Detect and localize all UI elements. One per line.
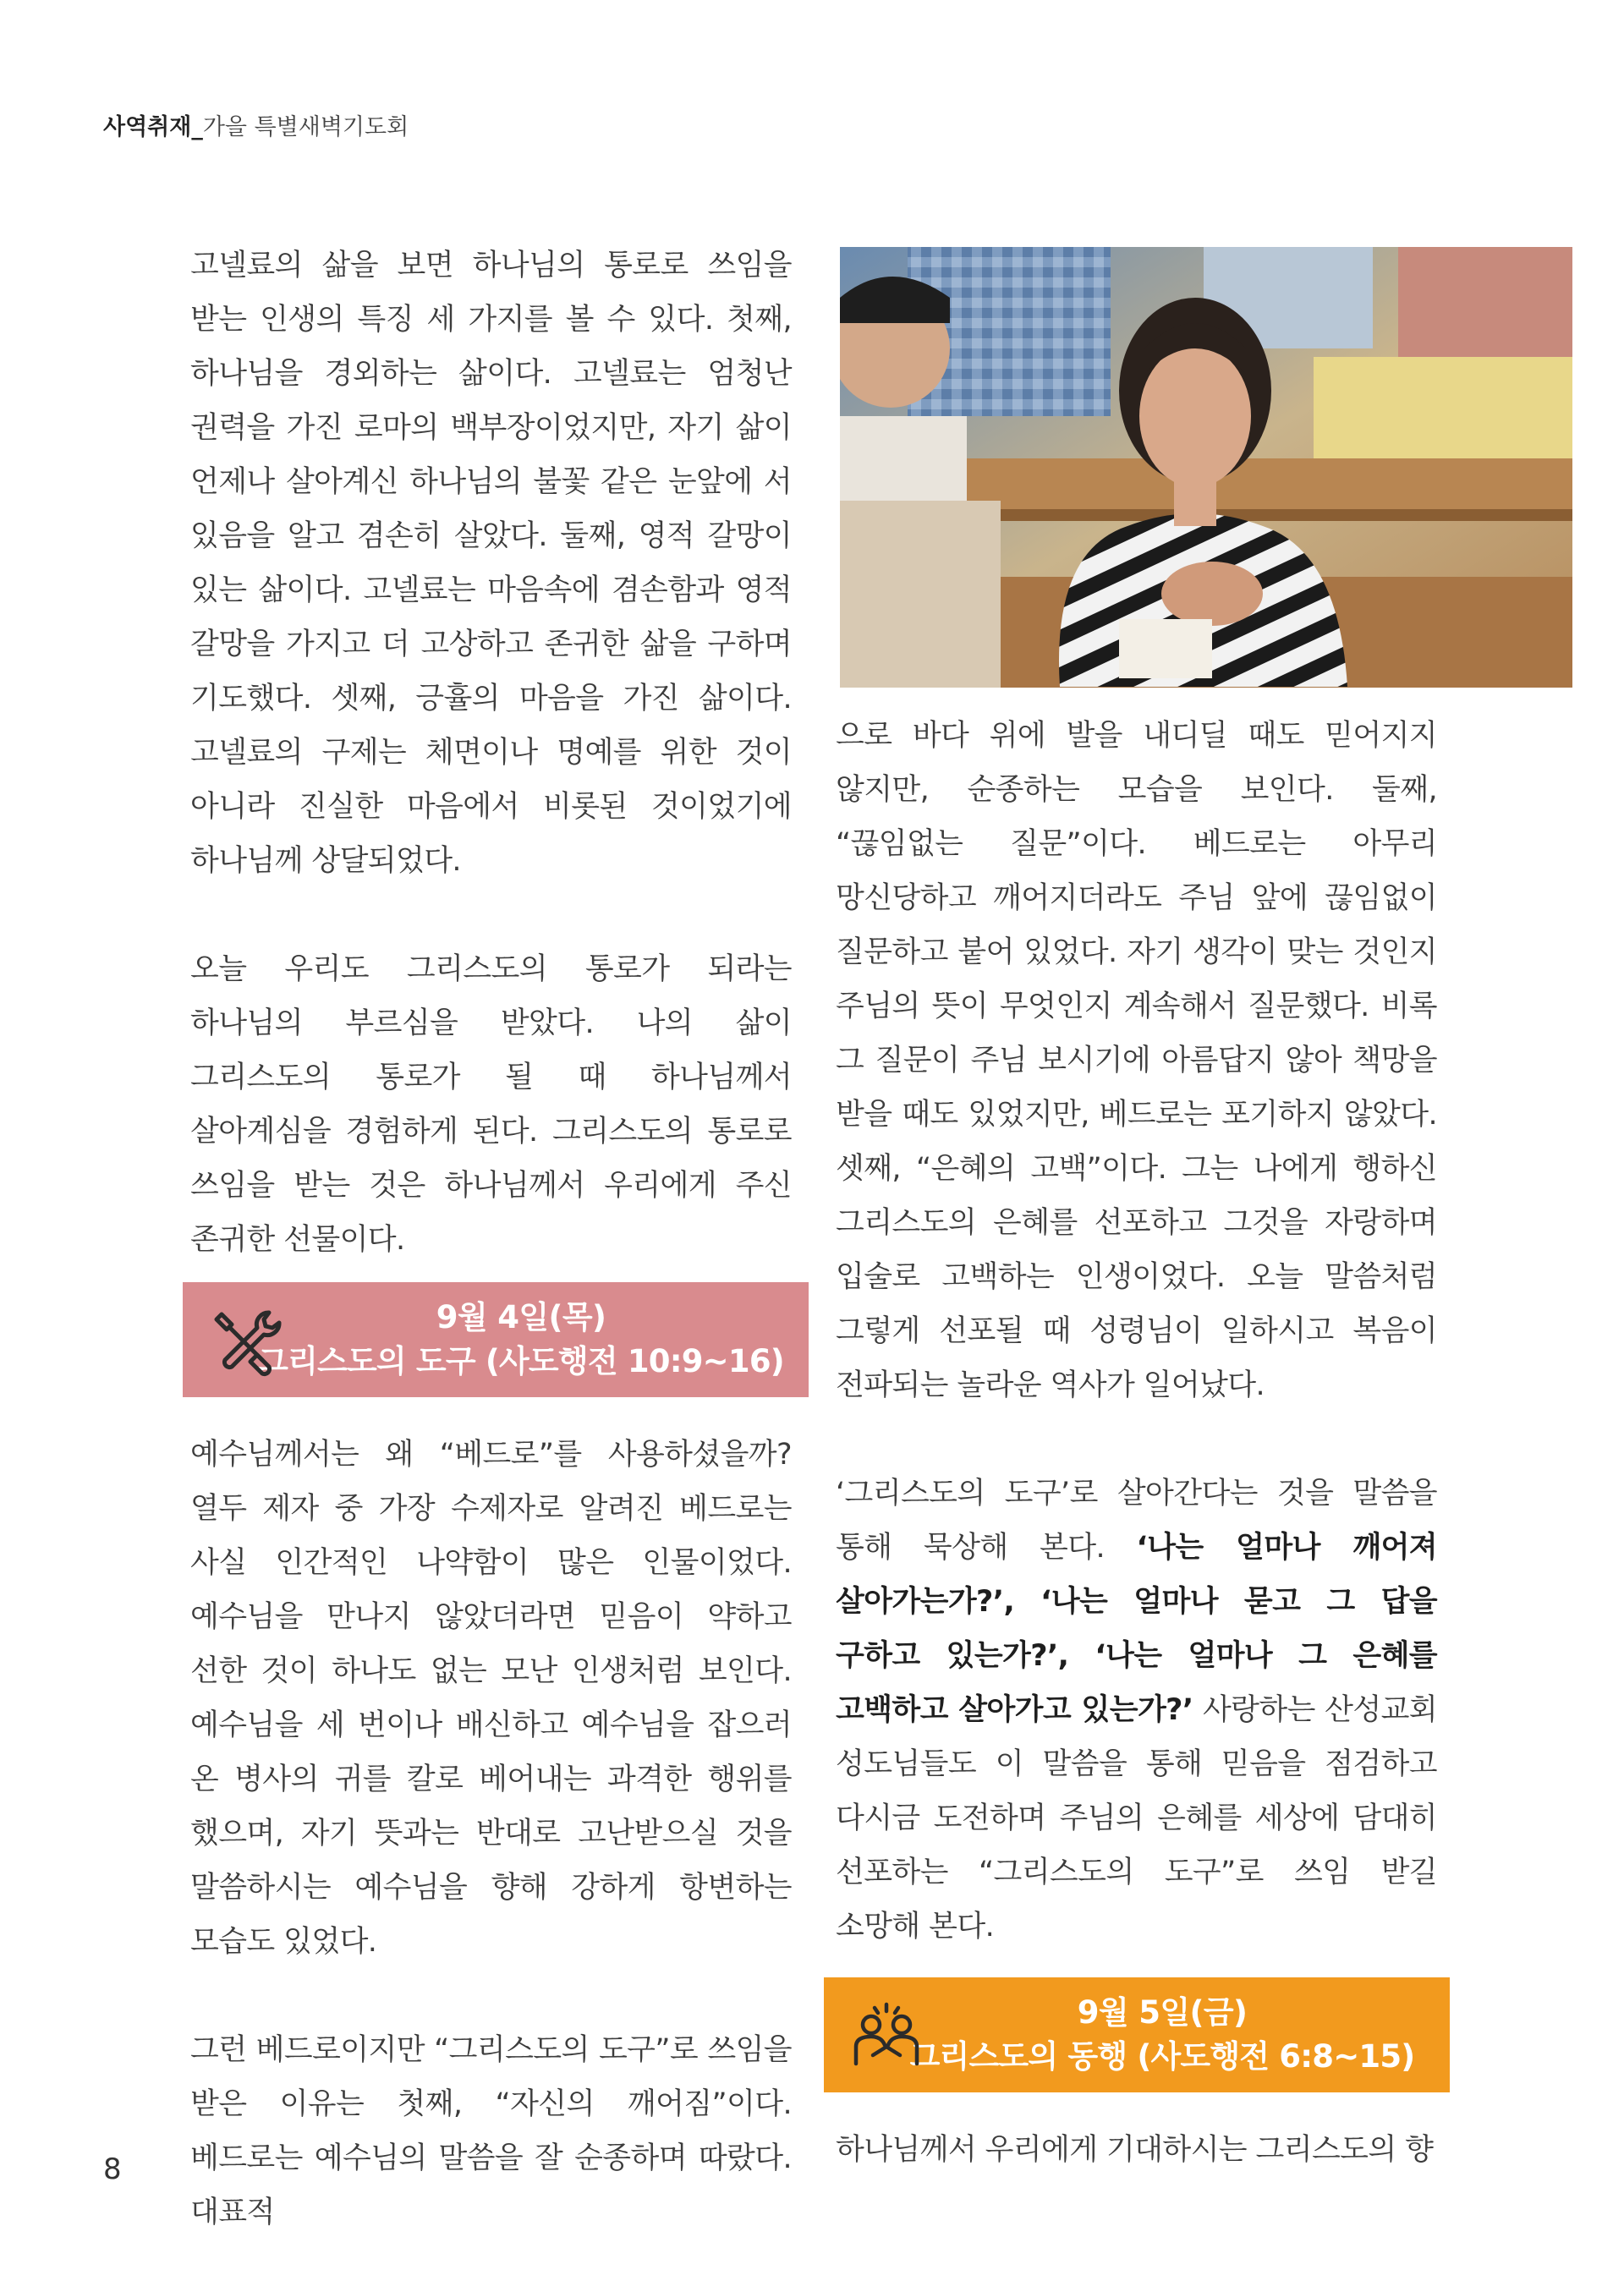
paragraph-intro: ‘그리스도의 도구’로 살아간다는 것을 말씀을 통해 묵상해 본다. <box>836 1477 1437 1565</box>
paragraph: 하나님께서 우리에게 기대하시는 그리스도의 향 <box>836 2133 1434 2167</box>
left-column <box>190 239 792 2240</box>
paragraph-closing: 사랑하는 산성교회 성도님들도 이 말씀을 통해 믿음을 점검하고 다시금 도전하며 주님의 은혜를 세상에 담대히 선포하는 “그리스도의 도구”로 쓰임 받길 소망해 본다. <box>836 1693 1437 1944</box>
day-banner-sep4 <box>183 1282 809 1397</box>
woman-praying-image <box>840 247 1572 688</box>
tools-icon <box>206 1301 284 1379</box>
paragraph: 으로 바다 위에 발을 내디딜 때도 믿어지지 않지만, 순종하는 모습을 보인다. 둘째, “끊임없는 질문”이다. 베드로는 아무리 망신당하고 깨어지더라도 주님 앞에 끊임없이 질문하고 붙어 있었다. 자기 생각이 맞는 것인지 주님의 뜻이 무엇인지 계속해서 질문했다. 비록 그 질문이 주님 보시기에 아름답지 않아 책망을 받을 때도 있었지만, 베드로는 포기하지 않았다. 셋째, “은혜의 고백”이다. 그는 나에게 행하신 그리스도의 은혜를 선포하고 그것을 자랑하며 입술로 고백하는 인생이었다. 오늘 말씀처럼 그렇게 선포될 때 성령님이 일하시고 복음이 전파되는 놀라운 역사가 일어났다. <box>836 719 1437 1402</box>
banner-title: 그리스도의 동행 (사도행전 6:8~15) <box>909 2038 1415 2075</box>
section-subtitle: 가을 특별새벽기도회 <box>202 114 409 140</box>
running-header <box>103 108 409 141</box>
paragraph: 고넬료의 삶을 보면 하나님의 통로로 쓰임을 받는 인생의 특징 세 가지를 볼 수 있다. 첫째, 하나님을 경외하는 삶이다. 고넬료는 엄청난 권력을 가진 로마의 백부장이었지만, 자기 삶이 언제나 살아계신 하나님의 불꽃 같은 눈앞에 서 있음을 알고 겸손히 살았다. 둘째, 영적 갈망이 있는 삶이다. 고넬료는 마음속에 겸손함과 영적 갈망을 가지고 더 고상하고 존귀한 삶을 구하며 기도했다. 셋째, 긍휼의 마음을 가진 삶이다. 고넬료의 구제는 체면이나 명예를 위한 것이 아니라 진실한 마음에서 비롯된 것이었기에 하나님께 상달되었다. <box>190 249 792 878</box>
page-number: 8 <box>103 2152 122 2186</box>
paragraph: 그런 베드로이지만 “그리스도의 도구”로 쓰임을 받은 이유는 첫째, “자신의 깨어짐”이다. 베드로는 예수님의 말씀을 잘 순종하며 따랐다. 대표적 <box>190 2033 792 2229</box>
right-column <box>836 709 1437 2177</box>
paragraph: 예수님께서는 왜 “베드로”를 사용하셨을까? 열두 제자 중 가장 수제자로 알려진 베드로는 사실 인간적인 나약함이 많은 인물이었다. 예수님을 만나지 않았더라면 믿음이 약하고 선한 것이 하나도 없는 모난 인생처럼 보인다. 예수님을 세 번이나 배신하고 예수님을 잡으러 온 병사의 귀를 칼로 베어내는 과격한 행위를 했으며, 자기 뜻과는 반대로 고난받으실 것을 말씀하시는 예수님을 향해 강하게 항변하는 모습도 있었다. <box>190 1438 792 1959</box>
prayer-photo <box>840 247 1572 688</box>
banner-date: 9월 4일(목) <box>436 1299 606 1335</box>
day-banner-sep5 <box>824 1977 1450 2092</box>
paragraph <box>836 1467 1437 1954</box>
section-label: 사역취재_ <box>103 114 203 140</box>
banner-date: 9월 5일(금) <box>1077 1994 1248 2031</box>
banner-title: 그리스도의 도구 (사도행전 10:9~16) <box>258 1343 784 1379</box>
reflection-questions: ‘나는 얼마나 깨어져 살아가는가?’, ‘나는 얼마나 묻고 그 답을 구하고 있는가?’, ‘나는 얼마나 그 은혜를 고백하고 살아가고 있는가?’ <box>836 1531 1437 1727</box>
paragraph: 오늘 우리도 그리스도의 통로가 되라는 하나님의 부르심을 받았다. 나의 삶이 그리스도의 통로가 될 때 하나님께서 살아계심을 경험하게 된다. 그리스도의 통로로 쓰임을 받는 것은 하나님께서 우리에게 주신 존귀한 선물이다. <box>190 952 792 1257</box>
people-together-icon <box>848 1996 925 2074</box>
